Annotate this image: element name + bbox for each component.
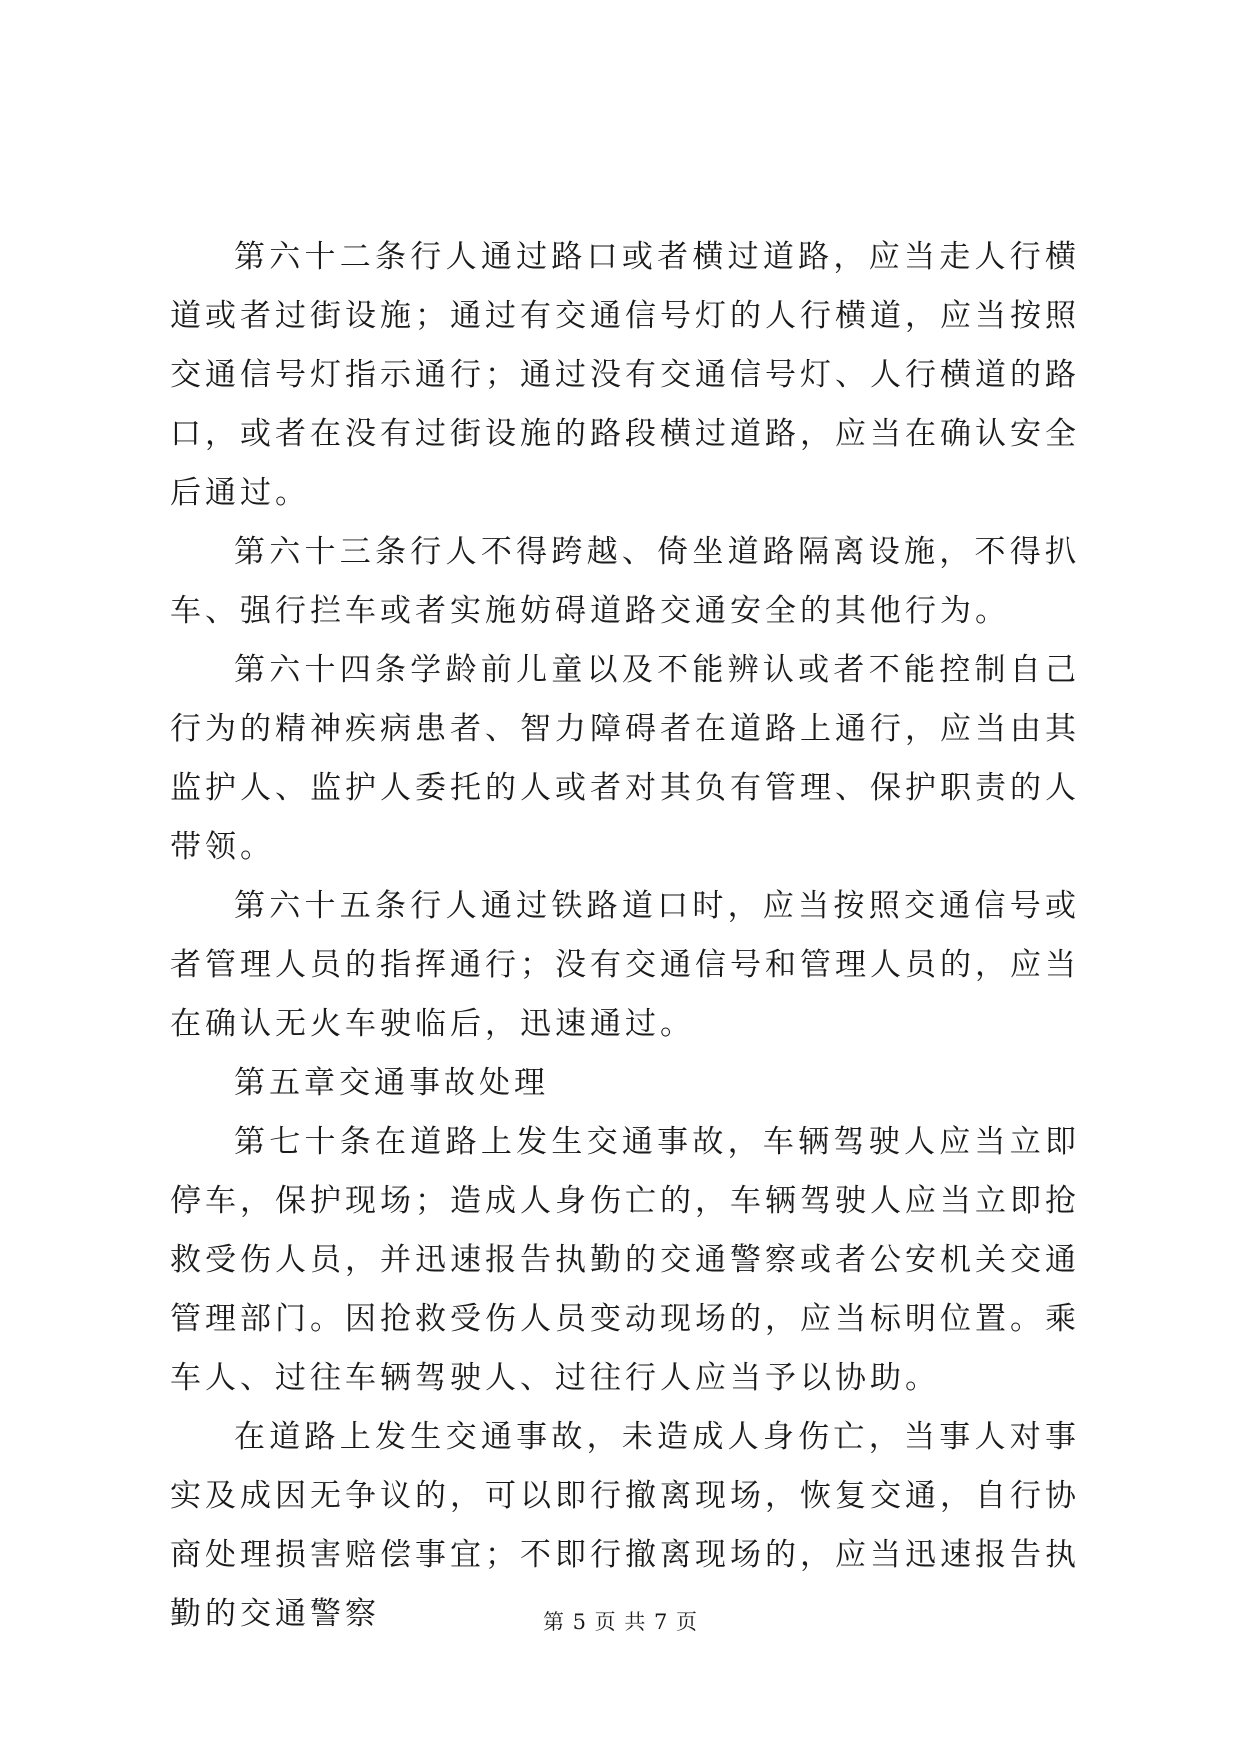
paragraph-article-65: 第六十五条行人通过铁路道口时，应当按照交通信号或者管理人员的指挥通行；没有交通信号和管理人员的，应当在确认无火车驶临后，迅速通过。 [170,888,1080,1042]
paragraph-article-62: 第六十二条行人通过路口或者横过道路，应当走人行横道或者过街设施；通过有交通信号灯的人行横道，应当按照交通信号灯指示通行；通过没有交通信号灯、人行横道的路口，或者在没有过街设施的路段横过道路，应当在确认安全后通过。 [170,239,1080,511]
paragraph-article-63: 第六十三条行人不得跨越、倚坐道路隔离设施，不得扒车、强行拦车或者实施妨碍道路交通安全的其他行为。 [170,534,1080,629]
body-text [170,228,1080,1644]
paragraph-article-64: 第六十四条学龄前儿童以及不能辨认或者不能控制自己行为的精神疾病患者、智力障碍者在道路上通行，应当由其监护人、监护人委托的人或者对其负有管理、保护职责的人带领。 [170,652,1080,865]
paragraph-article-70-continued: 在道路上发生交通事故，未造成人身伤亡，当事人对事实及成因无争议的，可以即行撤离现场，恢复交通，自行协商处理损害赔偿事宜；不即行撤离现场的，应当迅速报告执勤的交通警察 [170,1419,1080,1632]
chapter-heading: 第五章交通事故处理 [234,1065,549,1101]
page-footer: 第 5 页 共 7 页 [542,1610,699,1634]
paragraph-article-70: 第七十条在道路上发生交通事故，车辆驾驶人应当立即停车，保护现场；造成人身伤亡的，车辆驾驶人应当立即抢救受伤人员，并迅速报告执勤的交通警察或者公安机关交通管理部门。因抢救受伤人员变动现场的，应当标明位置。乘车人、过往车辆驾驶人、过往行人应当予以协助。 [170,1124,1080,1396]
